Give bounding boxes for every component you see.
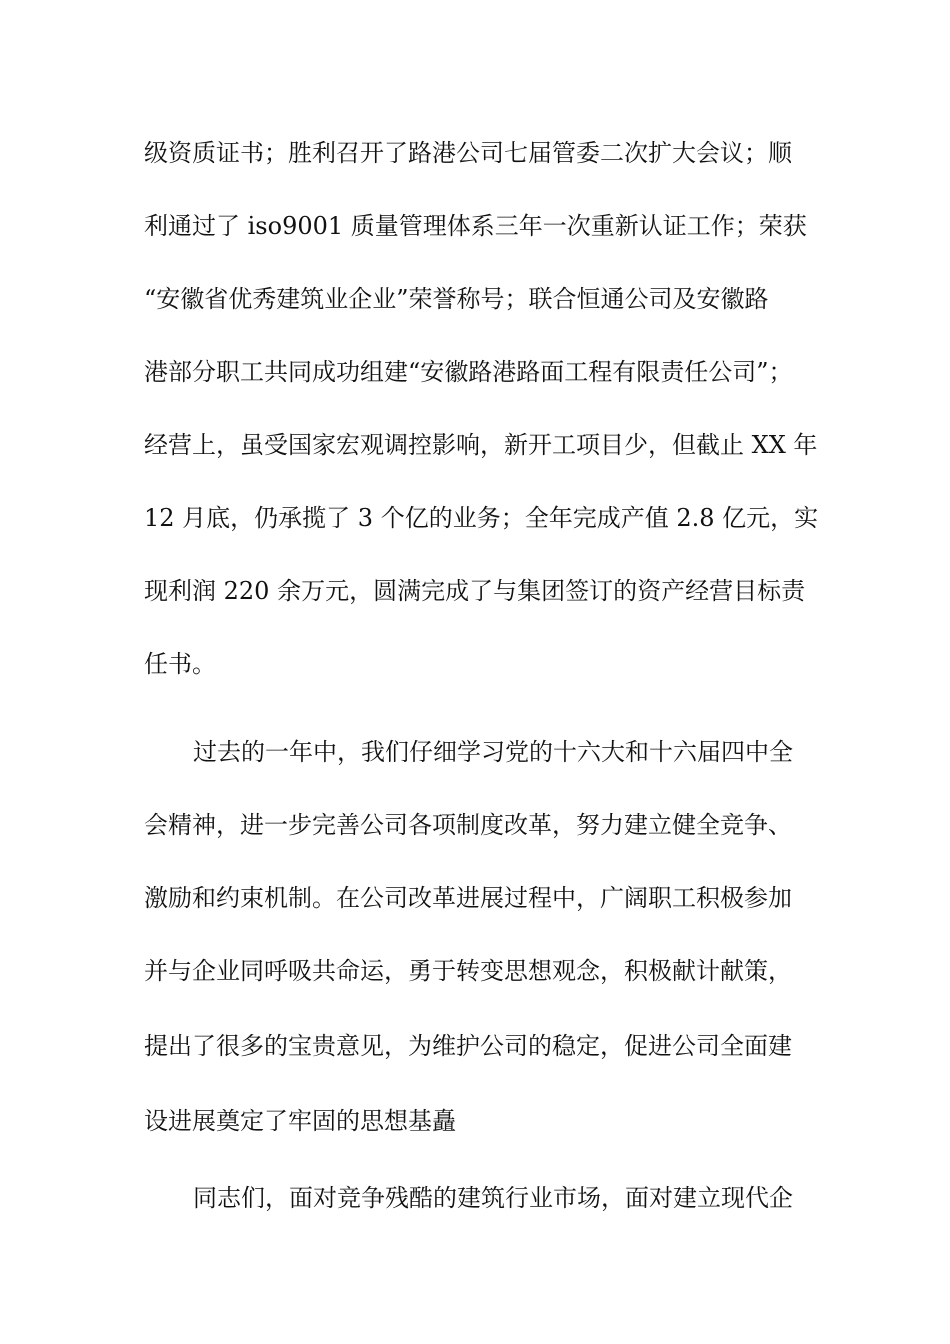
text-line: 现利润 220 余万元，圆满完成了与集团签订的资产经营目标责 bbox=[144, 577, 806, 605]
text-line: “安徽省优秀建筑业企业”荣誉称号；联合恒通公司及安徽路 bbox=[144, 285, 769, 313]
text-line: 并与企业同呼吸共命运，勇于转变思想观念，积极献计献策， bbox=[144, 957, 792, 985]
text-line: 级资质证书；胜利召开了路港公司七届管委二次扩大会议；顺 bbox=[144, 139, 792, 167]
text-line: 提出了很多的宝贵意见，为维护公司的稳定，促进公司全面建 bbox=[144, 1032, 792, 1060]
text-line: 港部分职工共同成功组建“安徽路港路面工程有限责任公司”； bbox=[144, 358, 793, 386]
text-line: 12 月底，仍承揽了 3 个亿的业务；全年完成产值 2.8 亿元，实 bbox=[144, 504, 819, 532]
text-line: 任书。 bbox=[144, 650, 216, 678]
paragraph-first-line: 过去的一年中，我们仔细学习党的十六大和十六届四中全 bbox=[193, 738, 793, 766]
text-line: 经营上，虽受国家宏观调控影响，新开工项目少，但截止 XX 年 bbox=[144, 431, 818, 459]
text-line: 激励和约束机制。在公司改革进展过程中，广阔职工积极参加 bbox=[144, 884, 792, 912]
text-line: 设进展奠定了牢固的思想基矗 bbox=[144, 1107, 456, 1135]
text-line: 会精神，进一步完善公司各项制度改革，努力建立健全竞争、 bbox=[144, 811, 792, 839]
paragraph-first-line: 同志们，面对竞争残酷的建筑行业市场，面对建立现代企 bbox=[193, 1184, 793, 1212]
text-line: 利通过了 iso9001 质量管理体系三年一次重新认证工作；荣获 bbox=[144, 212, 807, 240]
